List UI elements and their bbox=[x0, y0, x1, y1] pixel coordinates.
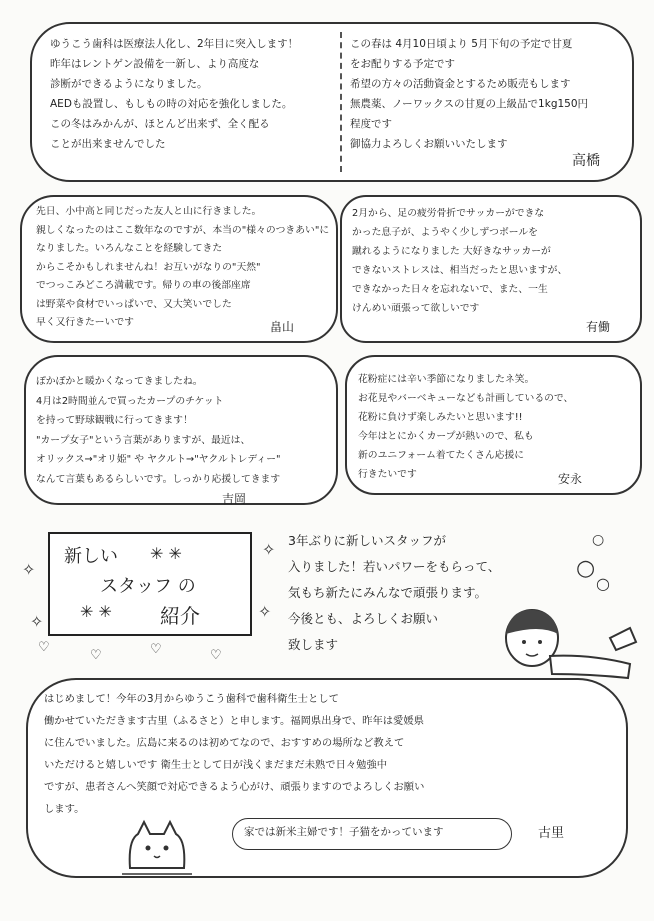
heart-icon: ♡ bbox=[210, 648, 222, 663]
title-line1: 新しい bbox=[64, 546, 118, 567]
sparkle-icon: ✧ bbox=[22, 560, 36, 579]
row3-right-text: 花粉症には辛い季節になりましたネ笑。 お花見やバーベキューなども計画しているので、 花粉に負けず楽しみたいと思います!! 今年はとにかくカープが熱いので、私も 新のユニフォーム着てたくさん応援に 行きたいです bbox=[358, 374, 574, 480]
title-line2: スタッフ の bbox=[100, 576, 196, 597]
row2-left-text: 先日、小中高と同じだった友人と山に行きました。 親しくなったのはここ数年なのですが、本当の"様々のつきあい"になりました。いろんなことを経験してきた からこそかもしれませんね！お互いがなりの"天然" でつっこみどころ満載です。帰りの車の後部座席 は野菜や食材でいっぱいで、又大笑いでした 早く又行きたーいです bbox=[36, 206, 330, 328]
top-right-text: この春は 4月10日頃より 5月下旬の予定で甘夏 をお配りする予定です 希望の方々の活動資金とするため販売もします 無農薬、ノーワックスの甘夏の上級品で1kg150円 程度です 御協力よろしくお願いいたします bbox=[350, 38, 589, 150]
heart-icon: ♡ bbox=[38, 640, 50, 655]
heart-icon: ♡ bbox=[90, 648, 102, 663]
row2-right-text: 2月から、足の疲労骨折でサッカーができな かった息子が、ようやく少しずつボールを 蹴れるようになりました 大好きなサッカーが できないストレスは、相当だったと思いますが、 できなかった日々を忘れないで、また、一生 けんめい頑張って欲しいです bbox=[352, 208, 568, 314]
row3-right-signature: 安永 bbox=[558, 472, 583, 486]
sparkle-icon: ✧ bbox=[262, 540, 276, 559]
top-left-text: ゆうこう歯科は医療法人化し、2年目に突入します！ 昨年はレントゲン設備を一新し、より高度な 診断ができるようになりました。 AEDも設置し、もしもの時の対応を強化しました。 この冬はみかんが、ほとんど出来ず、全く配る ことが出来ませんでした bbox=[50, 38, 299, 150]
bottom-text: はじめまして！今年の3月からゆうこう歯科で歯科衛生士として 働かせていただきます古里（ふるさと）と申します。福岡県出身で、昨年は愛媛県 に住んでいました。広島に来るのは初めてなので、おすすめの場所など教えて いただけると嬉しいです 衛生士として日が浅くまだまだ未熟で日々勉強中 ですが、患者さんへ笑顔で対応できるよう心がけ、頑張りますのでよろしくお願い します。 bbox=[44, 693, 425, 815]
bubble-circle-icon: ○ bbox=[596, 574, 610, 593]
sparkle-icon: ✧ bbox=[30, 612, 44, 631]
staff-intro-title-box bbox=[48, 532, 252, 636]
row3-left-signature: 吉岡 bbox=[222, 492, 247, 506]
bottom-note: 家では新米主婦です！子猫をかっています bbox=[244, 826, 444, 838]
sparkle-icon: ✧ bbox=[258, 602, 272, 621]
title-line3: 紹介 bbox=[160, 604, 200, 628]
bottom-signature: 古里 bbox=[538, 826, 565, 841]
staff-headline: 3年ぶりに新しいスタッフが 入りました！若いパワーをもらって、 気もち新たにみんなで頑張ります。 今後とも、よろしくお願い 致します bbox=[288, 533, 501, 652]
top-divider bbox=[340, 32, 342, 172]
row2-left-signature: 畠山 bbox=[270, 320, 295, 334]
row2-right-signature: 有働 bbox=[586, 320, 611, 334]
bubble-circle-icon: ○ bbox=[576, 556, 596, 581]
star-deco-2: ✳ ✳ bbox=[80, 602, 112, 621]
star-deco-1: ✳ ✳ bbox=[150, 544, 182, 563]
top-right-signature: 高橋 bbox=[572, 153, 600, 169]
heart-icon: ♡ bbox=[150, 642, 162, 657]
row3-left-text: ぽかぽかと暖かくなってきましたね。 4月は2時間並んで買ったカープのチケット を持って野球観戦に行ってきます！ "カープ女子"という言葉がありますが、最近は、 オリックス→"オリ姫" や ヤクルト→"ヤクルトレディー" なんて言葉もあるらしいです。しっかり応援してきます bbox=[36, 376, 281, 485]
staff-illustration bbox=[490, 598, 640, 688]
cat-illustration bbox=[118, 818, 198, 878]
bubble-circle-icon: ○ bbox=[592, 532, 605, 548]
